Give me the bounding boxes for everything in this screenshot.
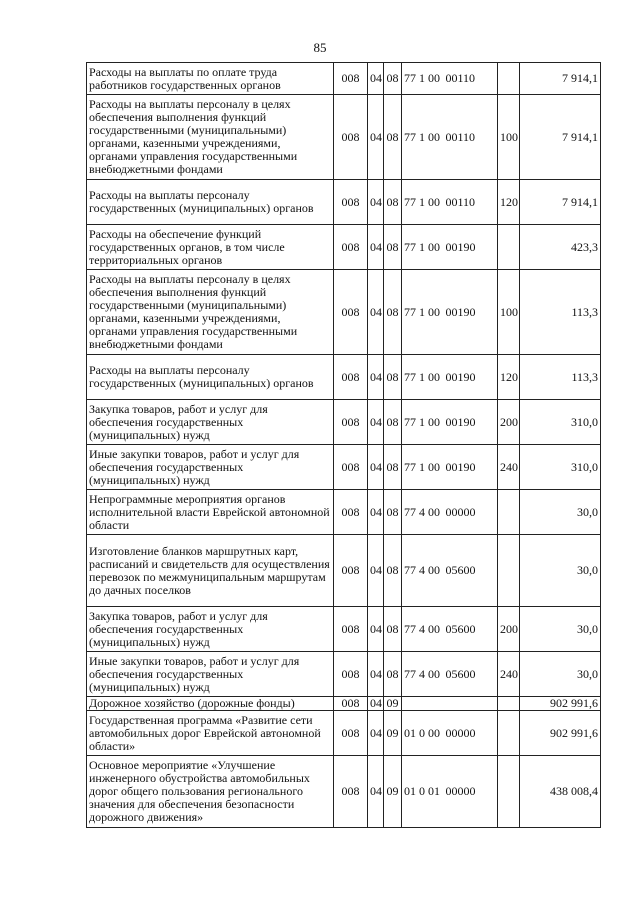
row-expense-type: 200: [498, 607, 520, 652]
row-target-article: [402, 697, 444, 711]
row-target-code: 00000: [444, 756, 498, 828]
row-ved-code: 008: [334, 756, 368, 828]
row-ved-code: 008: [334, 225, 368, 270]
row-target-code: 00000: [444, 490, 498, 535]
row-ved-code: 008: [334, 355, 368, 400]
row-name: Расходы на выплаты персоналу в целях обеспечения выполнения функций государственными (муниципальными) органами, казенными учреждениями, органами управления государственными внебюджетными фондами: [87, 95, 334, 180]
table-row: [87, 535, 601, 607]
row-target-article: 01 0 01: [402, 756, 444, 828]
row-sum: 113,3: [520, 270, 601, 355]
row-expense-type: [498, 756, 520, 828]
row-name: Государственная программа «Развитие сети автомобильных дорог Еврейской автономной области»: [87, 711, 334, 756]
table-row: [87, 180, 601, 225]
row-target-article: 77 1 00: [402, 180, 444, 225]
row-section-code: 04: [368, 95, 384, 180]
row-subsection-code: 08: [384, 445, 402, 490]
row-target-code: 05600: [444, 652, 498, 697]
row-subsection-code: 08: [384, 355, 402, 400]
row-sum: 113,3: [520, 355, 601, 400]
row-target-article: 77 1 00: [402, 95, 444, 180]
row-section-code: 04: [368, 711, 384, 756]
row-target-code: 00110: [444, 63, 498, 95]
table-row: [87, 652, 601, 697]
row-target-code: 00190: [444, 270, 498, 355]
row-target-article: 77 1 00: [402, 225, 444, 270]
table-row: [87, 607, 601, 652]
row-ved-code: 008: [334, 95, 368, 180]
row-ved-code: 008: [334, 400, 368, 445]
row-section-code: 04: [368, 400, 384, 445]
row-target-code: 05600: [444, 535, 498, 607]
table-row: [87, 697, 601, 711]
row-target-article: 77 4 00: [402, 607, 444, 652]
row-target-code: 05600: [444, 607, 498, 652]
table-row: [87, 490, 601, 535]
row-name: Основное мероприятие «Улучшение инженерного обустройства автомобильных дорог общего пользования регионального значения для обеспечения безопасности дорожного движения»: [87, 756, 334, 828]
row-target-article: 77 1 00: [402, 355, 444, 400]
row-subsection-code: 08: [384, 607, 402, 652]
row-name: Расходы на выплаты по оплате труда работников государственных органов: [87, 63, 334, 95]
row-subsection-code: 08: [384, 180, 402, 225]
row-target-code: 00190: [444, 225, 498, 270]
row-sum: 438 008,4: [520, 756, 601, 828]
row-name: Расходы на обеспечение функций государственных органов, в том числе территориальных органов: [87, 225, 334, 270]
row-expense-type: [498, 63, 520, 95]
row-ved-code: 008: [334, 490, 368, 535]
row-sum: 30,0: [520, 607, 601, 652]
table-row: [87, 270, 601, 355]
row-target-code: 00110: [444, 95, 498, 180]
row-ved-code: 008: [334, 270, 368, 355]
row-sum: 30,0: [520, 535, 601, 607]
row-subsection-code: 09: [384, 697, 402, 711]
row-section-code: 04: [368, 355, 384, 400]
table-row: [87, 756, 601, 828]
row-sum: 30,0: [520, 652, 601, 697]
row-section-code: 04: [368, 652, 384, 697]
row-target-code: 00190: [444, 445, 498, 490]
row-target-article: 77 1 00: [402, 270, 444, 355]
row-subsection-code: 08: [384, 490, 402, 535]
row-expense-type: 100: [498, 95, 520, 180]
row-expense-type: 120: [498, 180, 520, 225]
row-ved-code: 008: [334, 535, 368, 607]
row-section-code: 04: [368, 490, 384, 535]
row-expense-type: [498, 697, 520, 711]
row-subsection-code: 08: [384, 225, 402, 270]
row-section-code: 04: [368, 180, 384, 225]
table-row: [87, 400, 601, 445]
row-subsection-code: 08: [384, 95, 402, 180]
row-expense-type: 240: [498, 652, 520, 697]
row-target-code: 00000: [444, 711, 498, 756]
row-sum: 902 991,6: [520, 711, 601, 756]
row-sum: 30,0: [520, 490, 601, 535]
row-expense-type: [498, 490, 520, 535]
row-sum: 902 991,6: [520, 697, 601, 711]
row-target-article: 01 0 00: [402, 711, 444, 756]
row-name: Иные закупки товаров, работ и услуг для обеспечения государственных (муниципальных) нужд: [87, 652, 334, 697]
row-ved-code: 008: [334, 63, 368, 95]
row-target-article: 77 4 00: [402, 535, 444, 607]
row-name: Закупка товаров, работ и услуг для обеспечения государственных (муниципальных) нужд: [87, 400, 334, 445]
row-sum: 7 914,1: [520, 95, 601, 180]
row-expense-type: [498, 225, 520, 270]
row-section-code: 04: [368, 445, 384, 490]
row-expense-type: 200: [498, 400, 520, 445]
row-section-code: 04: [368, 756, 384, 828]
row-ved-code: 008: [334, 652, 368, 697]
row-name: Дорожное хозяйство (дорожные фонды): [87, 697, 334, 711]
row-section-code: 04: [368, 535, 384, 607]
row-sum: 423,3: [520, 225, 601, 270]
row-ved-code: 008: [334, 445, 368, 490]
row-sum: 7 914,1: [520, 63, 601, 95]
row-name: Закупка товаров, работ и услуг для обеспечения государственных (муниципальных) нужд: [87, 607, 334, 652]
row-sum: 7 914,1: [520, 180, 601, 225]
row-subsection-code: 09: [384, 756, 402, 828]
row-target-article: 77 1 00: [402, 445, 444, 490]
row-subsection-code: 08: [384, 535, 402, 607]
row-ved-code: 008: [334, 607, 368, 652]
row-target-article: 77 4 00: [402, 490, 444, 535]
table-row: [87, 63, 601, 95]
row-name: Расходы на выплаты персоналу в целях обеспечения выполнения функций государственными (муниципальными) органами, казенными учреждениями, органами управления государственными внебюджетными фондами: [87, 270, 334, 355]
row-subsection-code: 08: [384, 652, 402, 697]
row-section-code: 04: [368, 63, 384, 95]
row-target-article: 77 1 00: [402, 63, 444, 95]
row-section-code: 04: [368, 607, 384, 652]
row-target-code: 00190: [444, 400, 498, 445]
table-row: [87, 355, 601, 400]
budget-table: [86, 62, 601, 828]
table-row: [87, 225, 601, 270]
row-expense-type: [498, 535, 520, 607]
row-subsection-code: 09: [384, 711, 402, 756]
row-expense-type: [498, 711, 520, 756]
row-target-code: 00190: [444, 355, 498, 400]
row-name: Непрограммные мероприятия органов исполнительной власти Еврейской автономной области: [87, 490, 334, 535]
row-target-article: 77 1 00: [402, 400, 444, 445]
row-ved-code: 008: [334, 711, 368, 756]
table-row: [87, 95, 601, 180]
row-subsection-code: 08: [384, 270, 402, 355]
page-number: 85: [313, 40, 327, 55]
row-target-code: 00110: [444, 180, 498, 225]
row-subsection-code: 08: [384, 63, 402, 95]
budget-table-body: [87, 63, 601, 828]
row-section-code: 04: [368, 225, 384, 270]
row-expense-type: 120: [498, 355, 520, 400]
row-target-code: [444, 697, 498, 711]
row-sum: 310,0: [520, 445, 601, 490]
row-sum: 310,0: [520, 400, 601, 445]
table-row: [87, 445, 601, 490]
row-expense-type: 240: [498, 445, 520, 490]
row-name: Расходы на выплаты персоналу государственных (муниципальных) органов: [87, 355, 334, 400]
row-ved-code: 008: [334, 180, 368, 225]
row-section-code: 04: [368, 270, 384, 355]
row-ved-code: 008: [334, 697, 368, 711]
row-name: Изготовление бланков маршрутных карт, расписаний и свидетельств для осуществления перевозок по межмуниципальным маршрутам до дачных поселков: [87, 535, 334, 607]
row-expense-type: 100: [498, 270, 520, 355]
row-subsection-code: 08: [384, 400, 402, 445]
row-name: Иные закупки товаров, работ и услуг для обеспечения государственных (муниципальных) нужд: [87, 445, 334, 490]
row-section-code: 04: [368, 697, 384, 711]
row-target-article: 77 4 00: [402, 652, 444, 697]
table-row: [87, 711, 601, 756]
row-name: Расходы на выплаты персоналу государственных (муниципальных) органов: [87, 180, 334, 225]
